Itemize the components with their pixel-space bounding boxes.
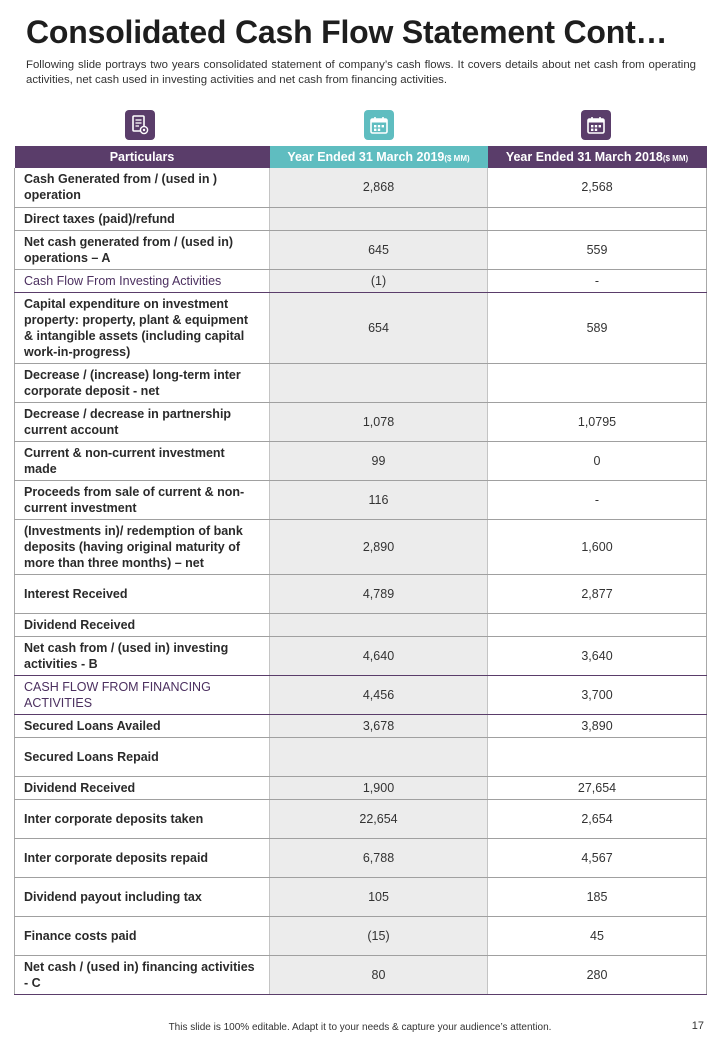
table-row bbox=[15, 737, 707, 776]
header-unit: ($ MM) bbox=[662, 154, 689, 163]
row-label: Decrease / decrease in partnership current account bbox=[15, 402, 270, 441]
intro-text: Following slide portrays two years consolidated statement of company’s cash flows. It covers details about net cash from operating activities, net cash used in investing activities and net cash from financing activities. bbox=[26, 59, 696, 86]
value-2018: 27,654 bbox=[488, 776, 707, 799]
row-label: Net cash from / (used in) investing activities - B bbox=[15, 636, 270, 675]
table-row bbox=[15, 799, 707, 838]
header-unit: ($ MM) bbox=[444, 154, 470, 163]
value-2019 bbox=[270, 363, 488, 402]
value-2019: 2,890 bbox=[270, 519, 488, 574]
table-row bbox=[15, 402, 707, 441]
cash-flow-table bbox=[14, 146, 707, 995]
page-number: 17 bbox=[691, 1020, 704, 1032]
row-label: Cash Flow From Investing Activities bbox=[15, 269, 270, 292]
table-header-row bbox=[15, 146, 707, 168]
row-label: Decrease / (increase) long-term inter corporate deposit - net bbox=[15, 363, 270, 402]
value-2019: (15) bbox=[270, 916, 488, 955]
value-2018: 45 bbox=[488, 916, 707, 955]
row-label: Interest Received bbox=[15, 574, 270, 613]
value-2019: 1,078 bbox=[270, 402, 488, 441]
header-year-2018 bbox=[488, 146, 707, 168]
value-2018: - bbox=[488, 480, 707, 519]
value-2019: 4,640 bbox=[270, 636, 488, 675]
value-2018: 1,600 bbox=[488, 519, 707, 574]
footer-note: This slide is 100% editable. Adapt it to your needs & capture your audience’s attention. bbox=[168, 1022, 552, 1033]
value-2019 bbox=[270, 737, 488, 776]
header-year-2018-label: Year Ended 31 March 2018 bbox=[505, 150, 663, 164]
row-label: Inter corporate deposits taken bbox=[15, 799, 270, 838]
value-2019: 99 bbox=[270, 441, 488, 480]
value-2018: 2,568 bbox=[488, 168, 707, 207]
value-2019: 4,789 bbox=[270, 574, 488, 613]
row-label: Current & non-current investment made bbox=[15, 441, 270, 480]
row-label: Dividend Received bbox=[15, 776, 270, 799]
calendar-icon bbox=[364, 110, 394, 140]
value-2018: 0 bbox=[488, 441, 707, 480]
table-row bbox=[15, 207, 707, 230]
row-label: Direct taxes (paid)/refund bbox=[15, 207, 270, 230]
document-settings-icon bbox=[125, 110, 155, 140]
value-2018: 2,654 bbox=[488, 799, 707, 838]
value-2018 bbox=[488, 737, 707, 776]
value-2019: 22,654 bbox=[270, 799, 488, 838]
value-2018 bbox=[488, 363, 707, 402]
value-2018: 3,700 bbox=[488, 675, 707, 714]
value-2018 bbox=[488, 613, 707, 636]
row-label: (Investments in)/ redemption of bank deposits (having original maturity of more than three months) – net bbox=[15, 519, 270, 574]
section-row-financing bbox=[15, 675, 707, 714]
table-row bbox=[15, 230, 707, 269]
value-2018: 589 bbox=[488, 292, 707, 363]
table-row bbox=[15, 916, 707, 955]
table-row bbox=[15, 168, 707, 207]
value-2019: 645 bbox=[270, 230, 488, 269]
table-row-total-financing bbox=[15, 955, 707, 994]
value-2018: 1,0795 bbox=[488, 402, 707, 441]
value-2019: 116 bbox=[270, 480, 488, 519]
header-particulars: Particulars bbox=[15, 146, 270, 168]
row-label: Secured Loans Availed bbox=[15, 714, 270, 737]
value-2019: 80 bbox=[270, 955, 488, 994]
table-row bbox=[15, 441, 707, 480]
table-row-total-investing bbox=[15, 636, 707, 675]
row-label: Finance costs paid bbox=[15, 916, 270, 955]
value-2018: 4,567 bbox=[488, 838, 707, 877]
table-row bbox=[15, 877, 707, 916]
table-row bbox=[15, 363, 707, 402]
value-2018 bbox=[488, 207, 707, 230]
value-2018: 280 bbox=[488, 955, 707, 994]
value-2019: 3,678 bbox=[270, 714, 488, 737]
table-row bbox=[15, 480, 707, 519]
value-2018: 559 bbox=[488, 230, 707, 269]
page-title: Consolidated Cash Flow Statement Cont… bbox=[26, 14, 668, 50]
section-row-investing bbox=[15, 269, 707, 292]
value-2019: 6,788 bbox=[270, 838, 488, 877]
table-row bbox=[15, 613, 707, 636]
row-label: Inter corporate deposits repaid bbox=[15, 838, 270, 877]
value-2019: 105 bbox=[270, 877, 488, 916]
table-row bbox=[15, 714, 707, 737]
header-year-2019 bbox=[270, 146, 488, 168]
value-2019 bbox=[270, 613, 488, 636]
table-row bbox=[15, 776, 707, 799]
value-2019: 1,900 bbox=[270, 776, 488, 799]
value-2018: 2,877 bbox=[488, 574, 707, 613]
table-row bbox=[15, 838, 707, 877]
row-label: Dividend payout including tax bbox=[15, 877, 270, 916]
row-label: Cash Generated from / (used in ) operation bbox=[15, 168, 270, 207]
row-label: Net cash generated from / (used in) operations – A bbox=[15, 230, 270, 269]
value-2018: 3,640 bbox=[488, 636, 707, 675]
value-2019: 2,868 bbox=[270, 168, 488, 207]
calendar-icon bbox=[581, 110, 611, 140]
value-2019 bbox=[270, 207, 488, 230]
value-2018: - bbox=[488, 269, 707, 292]
row-label: Proceeds from sale of current & non-current investment bbox=[15, 480, 270, 519]
row-label: Secured Loans Repaid bbox=[15, 737, 270, 776]
value-2018: 185 bbox=[488, 877, 707, 916]
value-2019: (1) bbox=[270, 269, 488, 292]
table-row bbox=[15, 574, 707, 613]
value-2019: 4,456 bbox=[270, 675, 488, 714]
value-2018: 3,890 bbox=[488, 714, 707, 737]
table-row bbox=[15, 292, 707, 363]
value-2019: 654 bbox=[270, 292, 488, 363]
header-year-2019-label: Year Ended 31 March 2019 bbox=[287, 150, 445, 164]
row-label: CASH FLOW FROM FINANCING ACTIVITIES bbox=[15, 675, 270, 714]
table-row bbox=[15, 519, 707, 574]
row-label: Dividend Received bbox=[15, 613, 270, 636]
row-label: Net cash / (used in) financing activities - C bbox=[15, 955, 270, 994]
row-label: Capital expenditure on investment property: property, plant & equipment & intangible assets (including capital work-in-progress) bbox=[15, 292, 270, 363]
